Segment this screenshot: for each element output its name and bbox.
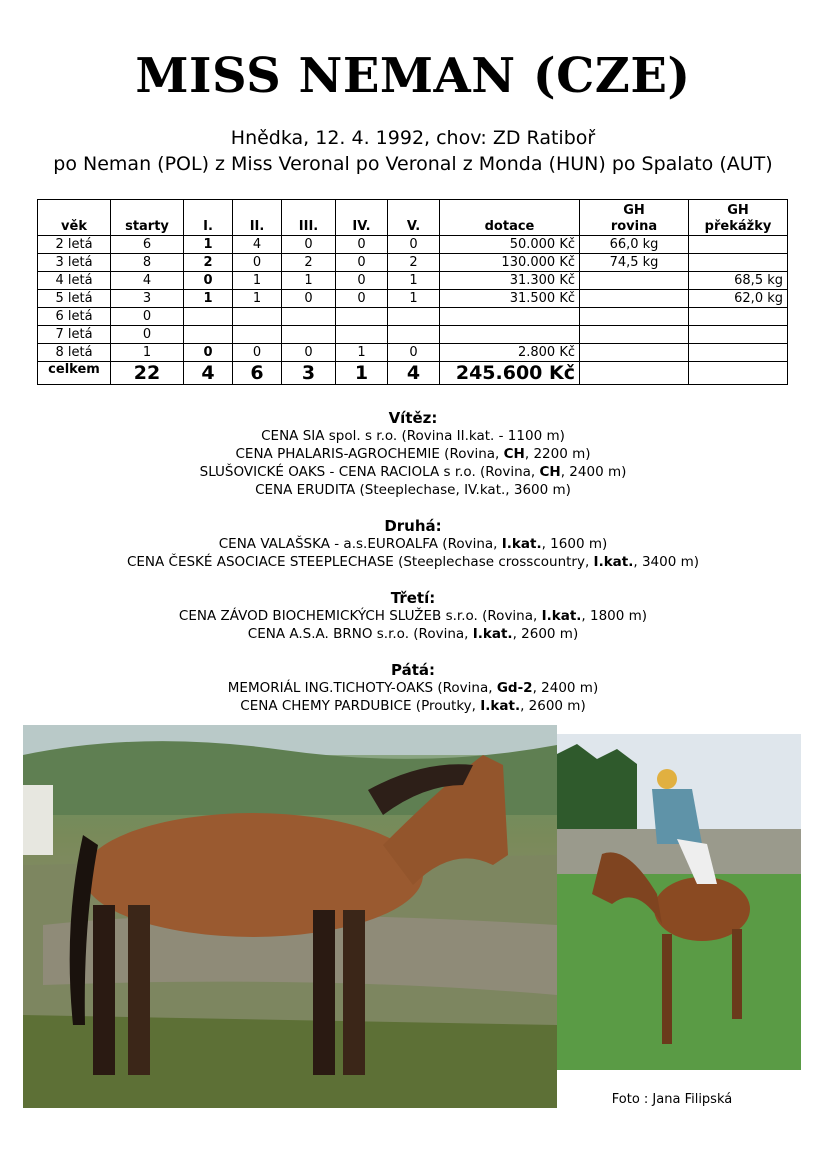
table-cell bbox=[580, 272, 689, 290]
result-line bbox=[0, 625, 826, 643]
result-text: , 1800 m) bbox=[581, 608, 648, 624]
table-cell: 0 bbox=[184, 344, 233, 362]
total-cell: 3 bbox=[282, 362, 336, 385]
header-gh-flat: GH rovina bbox=[580, 200, 689, 236]
table-row bbox=[38, 326, 788, 344]
total-cell bbox=[580, 362, 689, 385]
result-text: CENA CHEMY PARDUBICE (Proutky, bbox=[240, 698, 481, 714]
table-cell: 130.000 Kč bbox=[440, 254, 580, 272]
result-text: I.kat. bbox=[593, 554, 634, 570]
table-cell: 0 bbox=[111, 326, 184, 344]
table-row bbox=[38, 254, 788, 272]
result-text: CENA ČESKÉ ASOCIACE STEEPLECHASE (Steeplechase crosscountry, bbox=[126, 554, 594, 570]
total-cell bbox=[689, 362, 788, 385]
table-cell: 4 bbox=[233, 236, 282, 254]
table-cell bbox=[689, 326, 788, 344]
result-text: I.kat. bbox=[541, 608, 582, 624]
table-cell bbox=[282, 308, 336, 326]
result-line bbox=[0, 535, 826, 553]
header-prize: dotace bbox=[440, 200, 580, 236]
header-gh-jumps: GH překážky bbox=[689, 200, 788, 236]
horse-photo-standing bbox=[23, 725, 557, 1108]
table-cell: 0 bbox=[282, 344, 336, 362]
table-cell: 7 letá bbox=[38, 326, 111, 344]
table-row bbox=[38, 272, 788, 290]
table-cell bbox=[233, 326, 282, 344]
table-cell: 8 bbox=[111, 254, 184, 272]
header-age: věk bbox=[38, 200, 111, 236]
result-text: , 2200 m) bbox=[524, 446, 591, 462]
result-line bbox=[0, 463, 826, 481]
result-text: I.kat. bbox=[472, 626, 513, 642]
table-cell bbox=[689, 236, 788, 254]
table-cell bbox=[689, 308, 788, 326]
result-heading: Druhá: bbox=[384, 517, 442, 535]
table-cell: 0 bbox=[336, 254, 388, 272]
total-cell: 4 bbox=[184, 362, 233, 385]
table-cell bbox=[282, 326, 336, 344]
table-cell: 0 bbox=[233, 254, 282, 272]
table-cell bbox=[580, 344, 689, 362]
table-cell: 2 bbox=[184, 254, 233, 272]
total-cell: 6 bbox=[233, 362, 282, 385]
result-text: , 2400 m) bbox=[532, 680, 599, 696]
result-line bbox=[0, 427, 826, 445]
result-text: , 3400 m) bbox=[633, 554, 700, 570]
table-cell: 6 bbox=[111, 236, 184, 254]
table-cell: 1 bbox=[233, 272, 282, 290]
total-cell: 1 bbox=[336, 362, 388, 385]
result-text: CH bbox=[503, 446, 525, 462]
table-cell bbox=[689, 344, 788, 362]
table-cell: 2 letá bbox=[38, 236, 111, 254]
total-cell: 4 bbox=[388, 362, 440, 385]
table-cell bbox=[184, 308, 233, 326]
result-heading: Třetí: bbox=[390, 589, 436, 607]
pedigree: po Neman (POL) z Miss Veronal po Veronal z Monda (HUN) po Spalato (AUT) bbox=[53, 153, 773, 175]
result-text: CENA SIA spol. s r.o. (Rovina II.kat. - 1100 m) bbox=[261, 428, 565, 444]
table-cell: 4 letá bbox=[38, 272, 111, 290]
table-cell bbox=[580, 326, 689, 344]
result-text: CENA ERUDITA (Steeplechase, IV.kat., 3600 m) bbox=[255, 482, 571, 498]
result-text: , 2600 m) bbox=[520, 698, 586, 714]
result-text: I.kat. bbox=[480, 698, 521, 714]
table-cell: 8 letá bbox=[38, 344, 111, 362]
table-row bbox=[38, 290, 788, 308]
result-text: , 1600 m) bbox=[541, 536, 608, 552]
photo-credit: Foto : Jana Filipská bbox=[611, 1092, 733, 1107]
table-cell: 1 bbox=[233, 290, 282, 308]
page-title: MISS NEMAN (CZE) bbox=[135, 48, 691, 104]
table-row bbox=[38, 344, 788, 362]
table-row bbox=[38, 308, 788, 326]
table-cell: 66,0 kg bbox=[580, 236, 689, 254]
table-cell bbox=[388, 308, 440, 326]
table-cell: 3 bbox=[111, 290, 184, 308]
race-results bbox=[0, 409, 826, 715]
table-cell bbox=[184, 326, 233, 344]
table-cell: 0 bbox=[336, 236, 388, 254]
horse-photo-racing bbox=[557, 734, 801, 1070]
result-line bbox=[0, 481, 826, 499]
table-cell: 68,5 kg bbox=[689, 272, 788, 290]
header-starts: starty bbox=[111, 200, 184, 236]
result-text: CENA PHALARIS-AGROCHEMIE (Rovina, bbox=[235, 446, 504, 462]
total-cell: celkem bbox=[38, 362, 111, 385]
table-cell: 2 bbox=[282, 254, 336, 272]
horse-details: Hnědka, 12. 4. 1992, chov: ZD Ratiboř bbox=[230, 127, 596, 149]
result-line bbox=[0, 697, 826, 715]
table-cell: 74,5 kg bbox=[580, 254, 689, 272]
table-cell: 0 bbox=[184, 272, 233, 290]
table-cell bbox=[440, 326, 580, 344]
header-second: II. bbox=[233, 200, 282, 236]
table-cell: 1 bbox=[184, 236, 233, 254]
table-total-row bbox=[38, 362, 788, 385]
table-cell: 31.300 Kč bbox=[440, 272, 580, 290]
table-cell: 1 bbox=[184, 290, 233, 308]
table-cell: 0 bbox=[336, 290, 388, 308]
result-line bbox=[0, 607, 826, 625]
table-cell: 6 letá bbox=[38, 308, 111, 326]
table-cell bbox=[336, 308, 388, 326]
table-cell: 0 bbox=[233, 344, 282, 362]
result-line bbox=[0, 553, 826, 571]
table-cell: 0 bbox=[282, 236, 336, 254]
result-text: CENA ZÁVOD BIOCHEMICKÝCH SLUŽEB s.r.o. (Rovina, bbox=[178, 608, 542, 624]
result-text: Gd-2 bbox=[496, 680, 533, 696]
table-cell: 1 bbox=[111, 344, 184, 362]
result-text: CENA A.S.A. BRNO s.r.o. (Rovina, bbox=[247, 626, 473, 642]
table-cell: 1 bbox=[336, 344, 388, 362]
result-text: CH bbox=[539, 464, 561, 480]
result-line bbox=[0, 679, 826, 697]
table-cell: 31.500 Kč bbox=[440, 290, 580, 308]
race-stats-table bbox=[37, 199, 788, 385]
table-cell: 5 letá bbox=[38, 290, 111, 308]
header-fourth: IV. bbox=[336, 200, 388, 236]
table-cell: 3 letá bbox=[38, 254, 111, 272]
table-cell: 1 bbox=[388, 272, 440, 290]
total-cell: 245.600 Kč bbox=[440, 362, 580, 385]
table-cell: 0 bbox=[388, 236, 440, 254]
table-cell: 4 bbox=[111, 272, 184, 290]
table-cell bbox=[233, 308, 282, 326]
header-fifth: V. bbox=[388, 200, 440, 236]
result-text: , 2400 m) bbox=[560, 464, 627, 480]
table-cell: 1 bbox=[282, 272, 336, 290]
table-cell bbox=[689, 254, 788, 272]
result-text: I.kat. bbox=[501, 536, 542, 552]
table-cell: 0 bbox=[388, 344, 440, 362]
table-header-row bbox=[38, 200, 788, 236]
table-cell: 50.000 Kč bbox=[440, 236, 580, 254]
header-third: III. bbox=[282, 200, 336, 236]
table-row bbox=[38, 236, 788, 254]
table-cell: 2.800 Kč bbox=[440, 344, 580, 362]
table-cell: 0 bbox=[111, 308, 184, 326]
table-cell: 1 bbox=[388, 290, 440, 308]
result-text: MEMORIÁL ING.TICHOTY-OAKS (Rovina, bbox=[227, 680, 497, 696]
horse-racing-illustration bbox=[557, 734, 801, 1070]
result-text: , 2600 m) bbox=[512, 626, 579, 642]
result-line bbox=[0, 445, 826, 463]
result-heading: Vítěz: bbox=[388, 409, 438, 427]
table-cell: 0 bbox=[282, 290, 336, 308]
result-text: SLUŠOVICKÉ OAKS - CENA RACIOLA s r.o. (Rovina, bbox=[199, 464, 540, 480]
total-cell: 22 bbox=[111, 362, 184, 385]
result-heading: Pátá: bbox=[390, 661, 435, 679]
table-cell bbox=[336, 326, 388, 344]
table-cell bbox=[440, 308, 580, 326]
header-first: I. bbox=[184, 200, 233, 236]
table-cell: 2 bbox=[388, 254, 440, 272]
table-cell bbox=[388, 326, 440, 344]
result-text: CENA VALAŠSKA - a.s.EUROALFA (Rovina, bbox=[218, 536, 502, 552]
horse-standing-illustration bbox=[23, 725, 557, 1108]
table-cell bbox=[580, 290, 689, 308]
table-cell: 62,0 kg bbox=[689, 290, 788, 308]
table-cell bbox=[580, 308, 689, 326]
table-cell: 0 bbox=[336, 272, 388, 290]
